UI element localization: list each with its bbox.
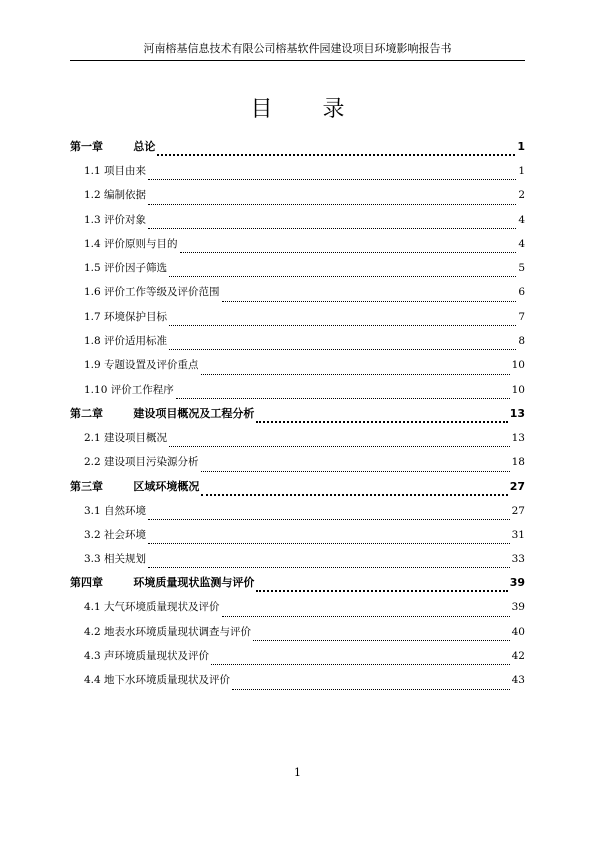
dot-leader (222, 301, 517, 302)
toc-section-entry[interactable] (70, 183, 525, 207)
toc-entry-number: 1.5 (84, 262, 101, 275)
toc-section-entry[interactable] (70, 208, 525, 232)
toc-section-entry[interactable] (70, 523, 525, 547)
table-of-contents (70, 135, 525, 693)
toc-entry-number: 1.10 (84, 383, 108, 396)
toc-section-entry[interactable] (70, 232, 525, 256)
toc-entry-label (84, 450, 199, 474)
toc-entry-label (84, 208, 146, 232)
dot-leader (201, 374, 510, 375)
dot-leader (253, 640, 510, 641)
dot-leader (169, 349, 516, 350)
toc-entry-number: 第四章 (70, 576, 103, 590)
toc-chapter-entry[interactable] (70, 475, 525, 499)
toc-entry-number: 1.1 (84, 165, 101, 177)
toc-entry-label (84, 353, 199, 377)
toc-entry-number: 第二章 (70, 406, 103, 420)
toc-entry-number: 1.6 (84, 286, 101, 299)
toc-section-entry[interactable] (70, 547, 525, 571)
toc-entry-page: 1 (517, 140, 525, 153)
toc-entry-title: 评价因子筛选 (104, 262, 168, 275)
toc-entry-page: 43 (511, 674, 525, 687)
toc-entry-title: 总论 (133, 140, 156, 153)
toc-entry-title: 地表水环境质量现状调查与评价 (104, 625, 252, 638)
toc-entry-page: 39 (511, 601, 525, 614)
toc-entry-label (84, 159, 146, 183)
toc-entry-page: 10 (511, 383, 525, 396)
toc-entry-page: 39 (509, 576, 525, 590)
running-header: 河南榕基信息技术有限公司榕基软件园建设项目环境影响报告书 (143, 42, 452, 55)
toc-entry-page: 13 (511, 431, 525, 444)
toc-entry-label (70, 135, 155, 159)
toc-entry-label (84, 523, 146, 547)
toc-entry-number: 1.4 (84, 237, 101, 250)
toc-entry-label (84, 183, 146, 207)
toc-entry-label (84, 668, 230, 692)
dot-leader (148, 179, 516, 180)
toc-section-entry[interactable] (70, 426, 525, 450)
toc-entry-page: 27 (511, 504, 525, 517)
dot-leader (148, 519, 510, 520)
dot-leader (222, 616, 510, 617)
toc-entry-title: 评价原则与目的 (104, 237, 178, 250)
toc-section-entry[interactable] (70, 159, 525, 183)
dot-leader (232, 689, 510, 690)
dot-leader (148, 204, 516, 205)
toc-entry-title: 大气环境质量现状及评价 (104, 601, 220, 614)
dot-leader (148, 543, 510, 544)
toc-entry-page: 5 (518, 262, 525, 275)
toc-entry-number: 第三章 (70, 479, 103, 493)
toc-entry-label (84, 547, 146, 571)
toc-entry-label (70, 402, 254, 426)
toc-entry-title: 环境质量现状监测与评价 (133, 576, 255, 590)
toc-entry-number: 4.3 (84, 650, 101, 663)
toc-section-entry[interactable] (70, 353, 525, 377)
toc-entry-label (84, 595, 220, 619)
dot-leader (256, 421, 507, 423)
toc-entry-title: 专题设置及评价重点 (104, 359, 199, 372)
toc-entry-label (84, 329, 167, 353)
toc-entry-number: 2.2 (84, 456, 101, 469)
toc-entry-title: 评价适用标准 (104, 335, 168, 348)
toc-entry-number: 3.3 (84, 553, 101, 566)
toc-entry-page: 42 (511, 650, 525, 663)
toc-entry-title: 自然环境 (104, 504, 147, 517)
toc-entry-title: 评价对象 (104, 213, 147, 226)
dot-leader (157, 154, 515, 156)
toc-entry-page: 40 (511, 625, 525, 638)
toc-section-entry[interactable] (70, 499, 525, 523)
toc-entry-label (84, 232, 178, 256)
dot-leader (148, 228, 516, 229)
toc-entry-title: 声环境质量现状及评价 (104, 650, 210, 663)
toc-section-entry[interactable] (70, 668, 525, 692)
toc-entry-title: 评价工作程序 (110, 383, 174, 396)
toc-entry-label (84, 256, 167, 280)
toc-entry-title: 评价工作等级及评价范围 (104, 286, 220, 299)
toc-entry-label (84, 620, 251, 644)
toc-chapter-entry[interactable] (70, 571, 525, 595)
toc-section-entry[interactable] (70, 329, 525, 353)
toc-entry-number: 3.1 (84, 504, 101, 517)
dot-leader (169, 446, 510, 447)
header-rule (70, 60, 525, 61)
toc-entry-page: 4 (518, 213, 525, 226)
toc-entry-label (84, 378, 174, 402)
toc-entry-title: 项目由来 (104, 165, 147, 177)
toc-entry-label (84, 280, 220, 304)
toc-entry-label (84, 499, 146, 523)
toc-entry-number: 1.3 (84, 213, 101, 226)
toc-entry-label (70, 571, 254, 595)
toc-entry-number: 2.1 (84, 431, 101, 444)
toc-entry-title: 相关规划 (104, 553, 147, 566)
toc-entry-number: 4.1 (84, 601, 101, 614)
toc-entry-page: 31 (511, 528, 525, 541)
dot-leader (176, 398, 510, 399)
toc-entry-title: 环境保护目标 (104, 310, 168, 323)
toc-entry-label (84, 644, 209, 668)
toc-section-entry[interactable] (70, 620, 525, 644)
toc-entry-number: 1.2 (84, 189, 101, 202)
toc-entry-number: 4.2 (84, 625, 101, 638)
toc-entry-page: 2 (518, 189, 525, 202)
toc-entry-page: 18 (511, 456, 525, 469)
dot-leader (211, 664, 510, 665)
toc-entry-number: 4.4 (84, 674, 101, 687)
toc-entry-page: 4 (518, 237, 525, 250)
toc-entry-label (70, 475, 199, 499)
dot-leader (180, 252, 517, 253)
dot-leader (201, 471, 510, 472)
dot-leader (148, 567, 510, 568)
toc-entry-page: 13 (509, 406, 525, 420)
toc-entry-title: 社会环境 (104, 528, 147, 541)
toc-entry-title: 建设项目污染源分析 (104, 456, 199, 469)
toc-section-entry[interactable] (70, 280, 525, 304)
toc-section-entry[interactable] (70, 595, 525, 619)
dot-leader (256, 590, 507, 592)
toc-chapter-entry[interactable] (70, 135, 525, 159)
toc-entry-page: 7 (518, 310, 525, 323)
toc-entry-title: 区域环境概况 (133, 479, 200, 493)
toc-entry-number: 第一章 (70, 140, 103, 153)
toc-entry-page: 33 (511, 553, 525, 566)
dot-leader (169, 276, 516, 277)
toc-entry-title: 建设项目概况 (104, 431, 168, 444)
toc-section-entry[interactable] (70, 378, 525, 402)
page-number: 1 (294, 766, 301, 779)
toc-entry-number: 1.9 (84, 359, 101, 372)
toc-entry-page: 27 (509, 479, 525, 493)
toc-entry-number: 1.8 (84, 335, 101, 348)
toc-entry-title: 地下水环境质量现状及评价 (104, 674, 231, 687)
toc-title: 目录 (250, 97, 395, 122)
toc-section-entry[interactable] (70, 450, 525, 474)
toc-entry-number: 1.7 (84, 310, 101, 323)
toc-entry-page: 10 (511, 359, 525, 372)
toc-entry-label (84, 305, 167, 329)
toc-section-entry[interactable] (70, 256, 525, 280)
toc-entry-title: 编制依据 (104, 189, 147, 202)
toc-section-entry[interactable] (70, 305, 525, 329)
toc-entry-number: 3.2 (84, 528, 101, 541)
toc-entry-page: 1 (518, 165, 525, 177)
toc-entry-page: 8 (518, 335, 525, 348)
dot-leader (169, 325, 516, 326)
dot-leader (201, 494, 507, 496)
toc-chapter-entry[interactable] (70, 402, 525, 426)
toc-entry-page: 6 (518, 286, 525, 299)
toc-entry-label (84, 426, 167, 450)
toc-entry-title: 建设项目概况及工程分析 (133, 406, 255, 420)
toc-section-entry[interactable] (70, 644, 525, 668)
